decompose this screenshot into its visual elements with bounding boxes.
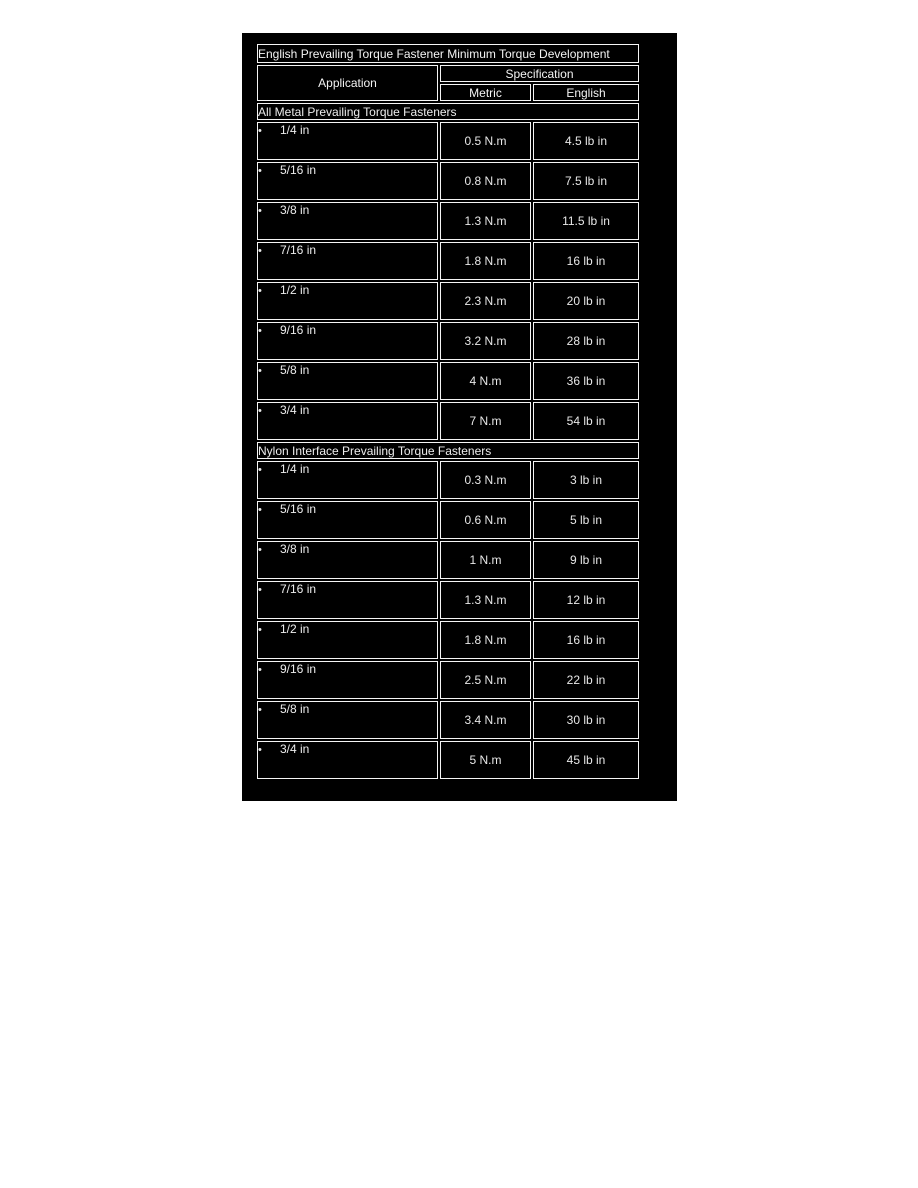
metric-value: 3.2 N.m [440, 322, 531, 360]
metric-value: 5 N.m [440, 741, 531, 779]
english-value: 45 lb in [533, 741, 639, 779]
application-label: 5/8 in [280, 702, 310, 716]
column-header-application: Application [257, 65, 438, 101]
metric-value: 1.8 N.m [440, 242, 531, 280]
section-header-nylon-interface: Nylon Interface Prevailing Torque Fasteners [257, 442, 639, 459]
bullet-icon: • [258, 704, 262, 716]
english-value: 28 lb in [533, 322, 639, 360]
bullet-icon: • [258, 285, 262, 297]
english-value: 5 lb in [533, 501, 639, 539]
table-row [257, 402, 639, 440]
application-label: 1/4 in [280, 462, 310, 476]
english-value: 12 lb in [533, 581, 639, 619]
english-value: 11.5 lb in [533, 202, 639, 240]
application-label: 3/4 in [280, 742, 310, 756]
table-row [257, 122, 639, 160]
bullet-icon: • [258, 504, 262, 516]
english-value: 3 lb in [533, 461, 639, 499]
table-row [257, 741, 639, 779]
bullet-icon: • [258, 624, 262, 636]
metric-value: 2.5 N.m [440, 661, 531, 699]
section-header-row [257, 442, 639, 459]
section-header-row [257, 103, 639, 120]
bullet-icon: • [258, 664, 262, 676]
english-value: 20 lb in [533, 282, 639, 320]
metric-value: 7 N.m [440, 402, 531, 440]
metric-value: 1.3 N.m [440, 202, 531, 240]
bullet-icon: • [258, 584, 262, 596]
application-label: 5/16 in [280, 163, 317, 177]
english-value: 36 lb in [533, 362, 639, 400]
table-row [257, 621, 639, 659]
application-label: 9/16 in [280, 323, 317, 337]
english-value: 30 lb in [533, 701, 639, 739]
table-row [257, 461, 639, 499]
bullet-icon: • [258, 365, 262, 377]
table-row [257, 162, 639, 200]
table-row [257, 202, 639, 240]
application-label: 5/8 in [280, 363, 310, 377]
table-row [257, 501, 639, 539]
application-label: 3/4 in [280, 403, 310, 417]
metric-value: 0.6 N.m [440, 501, 531, 539]
bullet-icon: • [258, 744, 262, 756]
section-header-all-metal: All Metal Prevailing Torque Fasteners [257, 103, 639, 120]
metric-value: 1 N.m [440, 541, 531, 579]
application-label: 5/16 in [280, 502, 317, 516]
english-value: 16 lb in [533, 621, 639, 659]
table-row [257, 362, 639, 400]
metric-value: 0.5 N.m [440, 122, 531, 160]
metric-value: 3.4 N.m [440, 701, 531, 739]
bullet-icon: • [258, 245, 262, 257]
metric-value: 0.3 N.m [440, 461, 531, 499]
table-row [257, 581, 639, 619]
table-row [257, 661, 639, 699]
metric-value: 0.8 N.m [440, 162, 531, 200]
table-title: English Prevailing Torque Fastener Minimum Torque Development [257, 44, 639, 63]
torque-spec-table [255, 42, 641, 781]
bullet-icon: • [258, 165, 262, 177]
column-header-metric: Metric [440, 84, 531, 101]
table-row [257, 541, 639, 579]
application-label: 3/8 in [280, 203, 310, 217]
column-header-english: English [533, 84, 639, 101]
application-label: 1/4 in [280, 123, 310, 137]
bullet-icon: • [258, 205, 262, 217]
column-header-specification: Specification [440, 65, 639, 82]
table-title-row [257, 44, 639, 63]
english-value: 4.5 lb in [533, 122, 639, 160]
bullet-icon: • [258, 405, 262, 417]
english-value: 54 lb in [533, 402, 639, 440]
bullet-icon: • [258, 125, 262, 137]
english-value: 16 lb in [533, 242, 639, 280]
table-row [257, 242, 639, 280]
metric-value: 1.8 N.m [440, 621, 531, 659]
application-label: 7/16 in [280, 243, 317, 257]
metric-value: 1.3 N.m [440, 581, 531, 619]
english-value: 22 lb in [533, 661, 639, 699]
bullet-icon: • [258, 544, 262, 556]
metric-value: 4 N.m [440, 362, 531, 400]
torque-table-scan [242, 33, 677, 801]
bullet-icon: • [258, 464, 262, 476]
metric-value: 2.3 N.m [440, 282, 531, 320]
application-label: 7/16 in [280, 582, 317, 596]
application-label: 1/2 in [280, 283, 310, 297]
bullet-icon: • [258, 325, 262, 337]
english-value: 9 lb in [533, 541, 639, 579]
table-row [257, 322, 639, 360]
application-label: 9/16 in [280, 662, 317, 676]
table-header-row-1 [257, 65, 639, 82]
table-row [257, 701, 639, 739]
table-row [257, 282, 639, 320]
application-label: 3/8 in [280, 542, 310, 556]
application-label: 1/2 in [280, 622, 310, 636]
english-value: 7.5 lb in [533, 162, 639, 200]
